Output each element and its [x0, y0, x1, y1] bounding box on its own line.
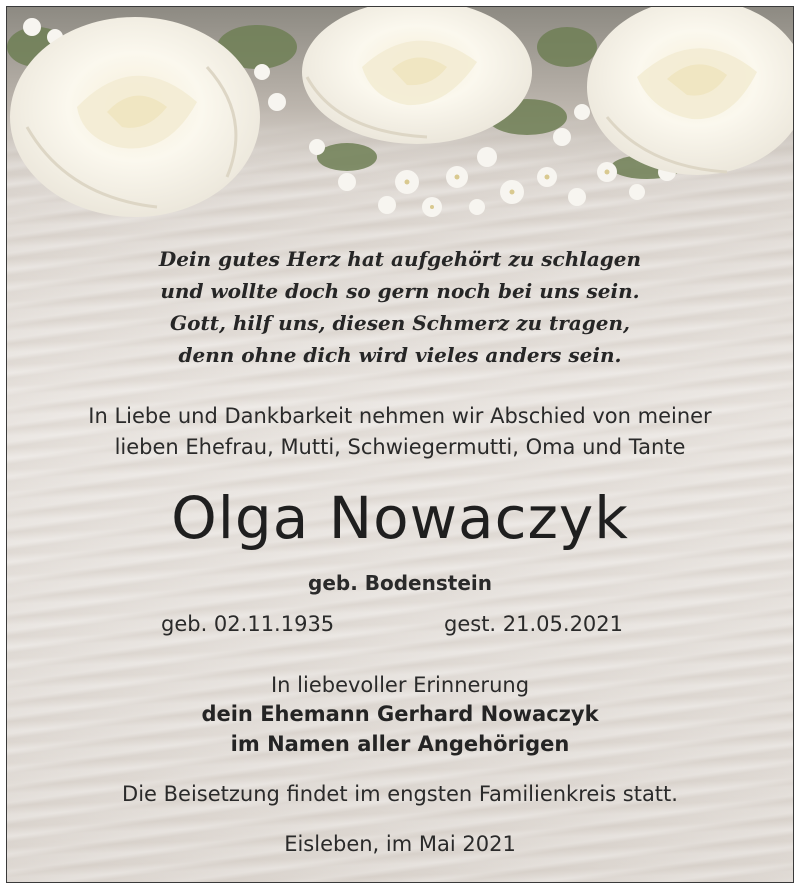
- mourner-line: im Namen aller Angehörigen: [230, 732, 570, 756]
- poem-line: denn ohne dich wird vieles anders sein.: [178, 343, 622, 367]
- place-date: Eisleben, im Mai 2021: [284, 832, 516, 856]
- funeral-note: Die Beisetzung findet im engsten Familienkreis statt.: [122, 782, 678, 806]
- birth-date: geb. 02.11.1935: [161, 612, 335, 636]
- memory-heading: In liebevoller Erinnerung: [270, 673, 530, 697]
- intro-line: In Liebe und Dankbarkeit nehmen wir Abschied von meiner: [88, 404, 712, 428]
- maiden-name: geb. Bodenstein: [308, 571, 492, 595]
- poem-line: Gott, hilf uns, diesen Schmerz zu tragen,: [170, 311, 630, 335]
- mourners: [7, 699, 793, 759]
- farewell-intro: [7, 401, 793, 463]
- white-roses-image: [7, 7, 793, 237]
- death-date: gest. 21.05.2021: [444, 612, 624, 636]
- intro-line: lieben Ehefrau, Mutti, Schwiegermutti, Oma und Tante: [114, 435, 686, 459]
- deceased-name: Olga Nowaczyk: [171, 484, 629, 552]
- poem-line: Dein gutes Herz hat aufgehört zu schlagen: [158, 247, 642, 271]
- poem: [7, 243, 793, 371]
- mourner-line: dein Ehemann Gerhard Nowaczyk: [201, 702, 599, 726]
- obituary-card: [6, 6, 794, 883]
- poem-line: und wollte doch so gern noch bei uns sein.: [160, 279, 640, 303]
